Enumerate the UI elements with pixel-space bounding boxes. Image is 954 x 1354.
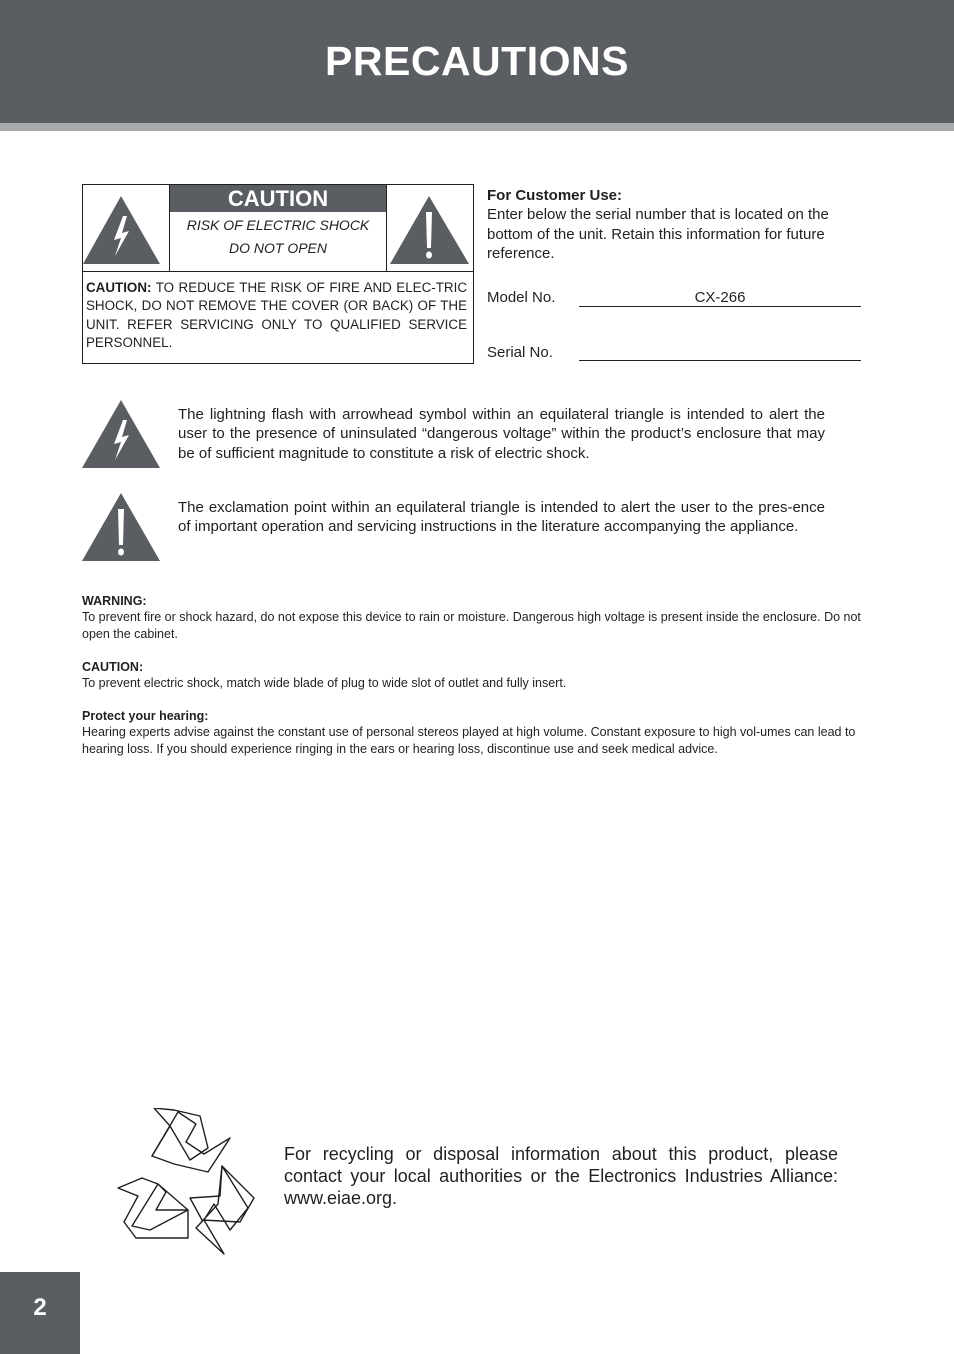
model-line (579, 305, 861, 307)
warning-heading: WARNING: (82, 594, 147, 608)
page-title: PRECAUTIONS (325, 38, 629, 84)
caution-label-cell (170, 185, 386, 271)
customer-use (487, 186, 861, 263)
hearing-heading: Protect your hearing: (82, 709, 209, 723)
caution-box (82, 184, 474, 364)
header-stripe (0, 123, 954, 131)
caution-body-label: CAUTION: (86, 280, 152, 295)
caution-lightning-cell (83, 185, 170, 271)
caution-exclamation-cell (386, 185, 473, 271)
exclamation-warning-icon (387, 185, 473, 271)
model-value: CX-266 (694, 289, 746, 306)
customer-use-text: Enter below the serial number that is located on the bottom of the unit. Retain this information for future reference. (487, 206, 829, 262)
caution-note-body: To prevent electric shock, match wide blade of plug to wide slot of outlet and fully insert. (82, 676, 567, 690)
recycle-icon (112, 1108, 260, 1258)
lightning-symbol-text: The lightning flash with arrowhead symbol within an equilateral triangle is intended to alert the user to the presence of uninsulated “dangerous voltage” within the product’s enclosure that may be of sufficient magnitude to constitute a risk of electric shock. (178, 406, 825, 462)
model-label: Model No. (487, 289, 556, 306)
caution-box-top (83, 185, 473, 272)
caution-title: CAUTION (170, 185, 386, 212)
exclamation-symbol-text: The exclamation point within an equilateral triangle is intended to alert the user to the pres-ence of important operation and servicing instructions in the literature accompanying the appliance. (178, 499, 825, 536)
page-number: 2 (33, 1294, 47, 1321)
lightning-warning-icon (83, 185, 169, 271)
serial-line (579, 359, 861, 361)
caution-line-1: RISK OF ELECTRIC SHOCK (186, 217, 370, 233)
hearing-body: Hearing experts advise against the constant use of personal stereos played at high volume. Constant exposure to high vol-umes can lead to hearing loss. If you should experience ringing in the ears or hearing loss, discontinue use and seek medical advice. (82, 725, 856, 756)
recycle-text: For recycling or disposal information about this product, please contact your local authorities or the Electronics Industries Alliance: www.eiae.org. (284, 1144, 838, 1208)
exclamation-symbol-icon (82, 493, 162, 563)
caution-body-text: TO REDUCE THE RISK OF FIRE AND ELEC-TRIC SHOCK, DO NOT REMOVE THE COVER (OR BACK) OF THE UNIT. REFER SERVICING ONLY TO QUALIFIED SERVICE PERSONNEL. (86, 280, 467, 350)
warning-body: To prevent fire or shock hazard, do not expose this device to rain or moisture. Dangerous high voltage is present inside the enclosure. Do not open the cabinet. (82, 610, 861, 641)
caution-line-2: DO NOT OPEN (228, 240, 327, 256)
caution-body (86, 279, 467, 352)
caution-heading: CAUTION: (82, 660, 144, 674)
serial-label: Serial No. (487, 344, 553, 361)
customer-use-title: For Customer Use: (487, 187, 623, 204)
lightning-symbol-icon (82, 400, 162, 470)
